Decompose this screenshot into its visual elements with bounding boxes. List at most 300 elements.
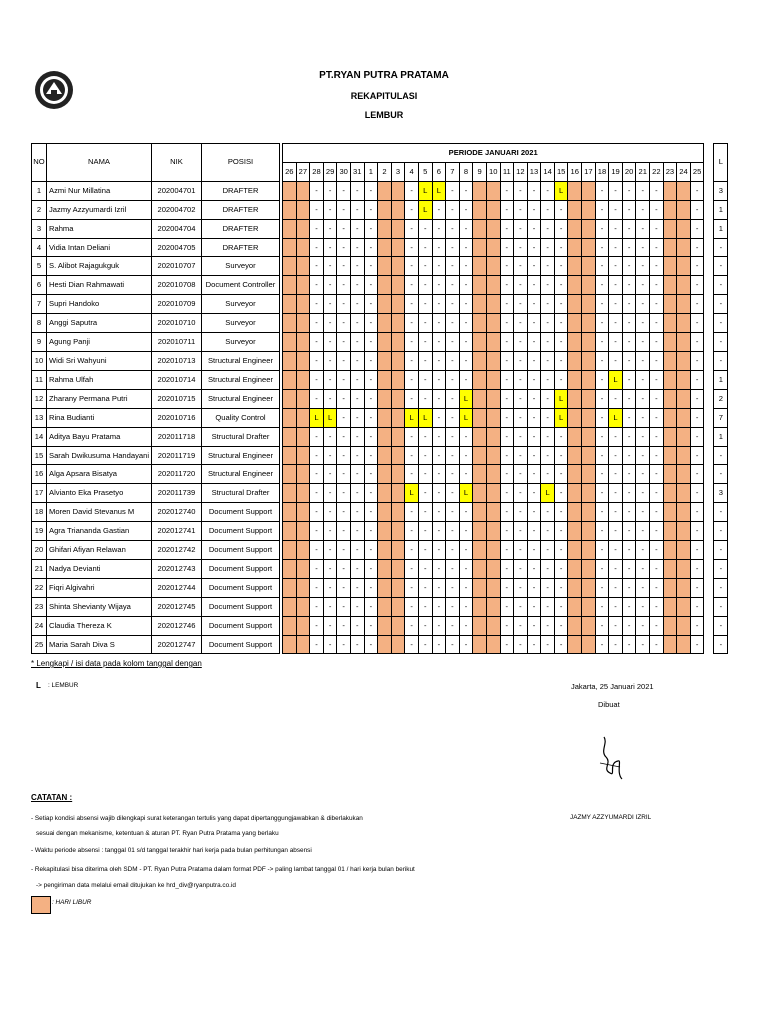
row-no: 16 <box>32 465 47 484</box>
day-cell: - <box>554 616 568 635</box>
day-cell: - <box>500 314 514 333</box>
day-header: 1 <box>364 162 378 181</box>
day-cell: - <box>595 295 609 314</box>
day-cell: - <box>650 276 664 295</box>
day-cell-holiday <box>283 314 297 333</box>
day-cell: - <box>690 559 704 578</box>
day-cell: - <box>527 635 541 654</box>
day-cell: - <box>323 238 337 257</box>
day-cell-holiday <box>283 484 297 503</box>
day-cell: - <box>622 351 636 370</box>
day-cell: - <box>650 427 664 446</box>
day-header: 14 <box>541 162 555 181</box>
day-cell-holiday <box>677 295 691 314</box>
day-cell: - <box>310 616 324 635</box>
day-cell: - <box>500 257 514 276</box>
day-cell-lembur: L <box>541 484 555 503</box>
day-cell: - <box>350 465 364 484</box>
day-cell-holiday <box>296 276 310 295</box>
day-cell-holiday <box>283 597 297 616</box>
day-cell-holiday <box>568 446 582 465</box>
row-nama: Sarah Dwikusuma Handayani <box>47 446 152 465</box>
column-gap <box>704 389 714 408</box>
day-cell: - <box>446 541 460 560</box>
column-gap <box>704 446 714 465</box>
row-posisi: Structural Drafter <box>202 484 280 503</box>
row-posisi: Structural Engineer <box>202 389 280 408</box>
day-cell-holiday <box>296 219 310 238</box>
day-cell-holiday <box>486 427 500 446</box>
day-cell: - <box>459 559 473 578</box>
day-cell: - <box>323 446 337 465</box>
day-cell: - <box>541 295 555 314</box>
day-cell: - <box>364 578 378 597</box>
day-cell: - <box>541 314 555 333</box>
day-cell: - <box>459 578 473 597</box>
day-cell: - <box>323 635 337 654</box>
day-cell: - <box>541 522 555 541</box>
row-total: - <box>714 295 728 314</box>
row-no: 23 <box>32 597 47 616</box>
day-cell: - <box>337 427 351 446</box>
document-subtitle: LEMBUR <box>364 110 404 120</box>
day-cell-holiday <box>663 616 677 635</box>
row-nik: 202012742 <box>152 541 202 560</box>
day-cell-holiday <box>283 635 297 654</box>
day-cell: - <box>418 465 432 484</box>
day-cell-holiday <box>473 276 487 295</box>
day-cell: - <box>364 541 378 560</box>
day-header: 5 <box>418 162 432 181</box>
day-cell-holiday <box>677 333 691 352</box>
day-cell: - <box>595 427 609 446</box>
table-row <box>32 370 728 389</box>
day-cell: - <box>636 578 650 597</box>
day-cell: - <box>636 541 650 560</box>
column-gap <box>704 484 714 503</box>
day-cell: - <box>622 314 636 333</box>
day-cell: - <box>418 219 432 238</box>
day-cell-holiday <box>568 408 582 427</box>
day-cell: - <box>432 635 446 654</box>
day-header: 22 <box>650 162 664 181</box>
day-cell-holiday <box>296 333 310 352</box>
day-cell-holiday <box>568 351 582 370</box>
day-cell-holiday <box>283 578 297 597</box>
day-cell: - <box>310 541 324 560</box>
day-cell-holiday <box>283 541 297 560</box>
column-gap <box>704 597 714 616</box>
day-cell-holiday <box>473 541 487 560</box>
day-cell: - <box>541 597 555 616</box>
day-cell-holiday <box>296 370 310 389</box>
day-cell: - <box>310 389 324 408</box>
row-nik: 202010709 <box>152 295 202 314</box>
day-cell: - <box>364 635 378 654</box>
day-cell: - <box>514 219 528 238</box>
day-cell: - <box>527 238 541 257</box>
day-cell: - <box>323 257 337 276</box>
day-cell: - <box>323 541 337 560</box>
day-cell: - <box>459 200 473 219</box>
day-cell: - <box>323 427 337 446</box>
day-cell: - <box>595 559 609 578</box>
day-cell: - <box>554 578 568 597</box>
day-cell-holiday <box>677 616 691 635</box>
day-cell-holiday <box>473 295 487 314</box>
day-cell-holiday <box>473 314 487 333</box>
day-cell: - <box>527 389 541 408</box>
day-cell: - <box>541 616 555 635</box>
day-cell: - <box>446 578 460 597</box>
day-cell-holiday <box>677 465 691 484</box>
day-cell: - <box>405 541 419 560</box>
day-cell-holiday <box>663 597 677 616</box>
row-nama: Moren David Stevanus M <box>47 503 152 522</box>
day-cell: - <box>350 181 364 200</box>
day-cell-holiday <box>663 465 677 484</box>
day-cell-holiday <box>677 351 691 370</box>
row-posisi: Structural Engineer <box>202 465 280 484</box>
row-no: 11 <box>32 370 47 389</box>
day-cell: - <box>418 541 432 560</box>
day-cell: - <box>609 295 623 314</box>
row-posisi: Document Support <box>202 635 280 654</box>
column-gap <box>704 181 714 200</box>
day-cell: - <box>446 616 460 635</box>
day-cell: - <box>500 370 514 389</box>
day-cell: - <box>446 389 460 408</box>
day-cell: - <box>690 616 704 635</box>
day-header: 29 <box>323 162 337 181</box>
day-cell: - <box>418 276 432 295</box>
day-cell: - <box>446 446 460 465</box>
row-posisi: Document Controller <box>202 276 280 295</box>
row-nik: 202012745 <box>152 597 202 616</box>
day-cell-holiday <box>486 446 500 465</box>
day-cell: - <box>364 484 378 503</box>
day-cell-holiday <box>378 465 392 484</box>
day-cell: - <box>323 370 337 389</box>
day-cell: - <box>554 465 568 484</box>
day-cell: - <box>636 238 650 257</box>
day-header: 19 <box>609 162 623 181</box>
day-cell: - <box>636 484 650 503</box>
day-cell: - <box>541 351 555 370</box>
day-cell: - <box>323 181 337 200</box>
table-row <box>32 465 728 484</box>
day-cell: - <box>364 522 378 541</box>
day-header: 13 <box>527 162 541 181</box>
row-nik: 202004701 <box>152 181 202 200</box>
table-row <box>32 333 728 352</box>
day-cell-holiday <box>582 276 596 295</box>
day-cell: - <box>609 522 623 541</box>
day-cell: - <box>622 503 636 522</box>
column-gap <box>704 465 714 484</box>
day-cell: - <box>405 389 419 408</box>
day-cell: - <box>337 541 351 560</box>
day-cell: - <box>459 597 473 616</box>
day-cell: - <box>514 541 528 560</box>
day-cell: - <box>636 635 650 654</box>
column-gap <box>704 559 714 578</box>
day-cell: - <box>527 295 541 314</box>
day-cell-holiday <box>486 484 500 503</box>
row-no: 14 <box>32 427 47 446</box>
day-cell: - <box>650 389 664 408</box>
day-cell-holiday <box>296 578 310 597</box>
day-cell: - <box>636 333 650 352</box>
table-row <box>32 503 728 522</box>
day-cell: - <box>432 465 446 484</box>
day-cell: - <box>527 616 541 635</box>
table-row <box>32 389 728 408</box>
day-cell-holiday <box>568 635 582 654</box>
day-cell-holiday <box>677 484 691 503</box>
day-cell: - <box>405 295 419 314</box>
row-nama: Aditya Bayu Pratama <box>47 427 152 446</box>
day-cell-holiday <box>473 616 487 635</box>
day-cell-holiday <box>677 522 691 541</box>
day-cell: - <box>636 522 650 541</box>
table-row <box>32 295 728 314</box>
day-cell: - <box>323 219 337 238</box>
day-cell-holiday <box>283 465 297 484</box>
row-nik: 202012743 <box>152 559 202 578</box>
day-cell: - <box>405 351 419 370</box>
day-cell: - <box>554 314 568 333</box>
day-cell: - <box>650 635 664 654</box>
day-cell: - <box>418 522 432 541</box>
day-cell-holiday <box>473 408 487 427</box>
day-cell-holiday <box>486 257 500 276</box>
day-header: 4 <box>405 162 419 181</box>
day-cell-holiday <box>378 408 392 427</box>
day-cell: - <box>690 314 704 333</box>
day-cell-holiday <box>296 295 310 314</box>
day-cell-holiday <box>568 219 582 238</box>
day-cell: - <box>364 219 378 238</box>
day-cell: - <box>323 522 337 541</box>
day-cell-holiday <box>283 503 297 522</box>
row-nik: 202010716 <box>152 408 202 427</box>
row-posisi: Document Support <box>202 503 280 522</box>
day-cell: - <box>622 389 636 408</box>
day-cell-holiday <box>378 351 392 370</box>
day-cell: - <box>650 503 664 522</box>
row-nama: Hesti Dian Rahmawati <box>47 276 152 295</box>
day-cell: - <box>595 370 609 389</box>
day-cell: - <box>364 389 378 408</box>
day-cell: - <box>690 465 704 484</box>
day-cell: - <box>432 257 446 276</box>
signature <box>596 733 626 785</box>
day-cell: - <box>541 370 555 389</box>
row-total: 3 <box>714 181 728 200</box>
day-cell: - <box>650 200 664 219</box>
day-cell: - <box>527 522 541 541</box>
row-posisi: Document Support <box>202 522 280 541</box>
day-cell: - <box>650 578 664 597</box>
day-cell: - <box>459 635 473 654</box>
day-cell-holiday <box>663 200 677 219</box>
day-cell: - <box>595 333 609 352</box>
day-cell-holiday <box>391 333 405 352</box>
day-cell-holiday <box>486 578 500 597</box>
column-gap <box>704 238 714 257</box>
day-cell: - <box>609 238 623 257</box>
day-cell: - <box>636 314 650 333</box>
day-cell: - <box>337 446 351 465</box>
day-cell: - <box>337 522 351 541</box>
day-cell: - <box>650 181 664 200</box>
row-posisi: Structural Engineer <box>202 370 280 389</box>
day-cell: - <box>636 559 650 578</box>
day-cell-lembur: L <box>554 389 568 408</box>
day-cell-holiday <box>283 446 297 465</box>
day-cell: - <box>418 427 432 446</box>
day-cell: - <box>622 446 636 465</box>
day-cell-holiday <box>473 370 487 389</box>
day-cell-holiday <box>568 314 582 333</box>
day-cell: - <box>622 597 636 616</box>
day-cell: - <box>595 389 609 408</box>
day-cell: - <box>636 616 650 635</box>
day-cell: - <box>446 465 460 484</box>
day-cell: - <box>500 635 514 654</box>
day-cell: - <box>514 257 528 276</box>
day-cell: - <box>690 408 704 427</box>
day-cell: - <box>500 503 514 522</box>
day-cell: - <box>541 465 555 484</box>
day-cell: - <box>500 522 514 541</box>
day-cell: - <box>554 597 568 616</box>
day-cell: - <box>541 503 555 522</box>
day-cell-holiday <box>568 276 582 295</box>
day-cell: - <box>527 200 541 219</box>
day-cell-lembur: L <box>432 181 446 200</box>
day-header: 21 <box>636 162 650 181</box>
day-cell: - <box>636 181 650 200</box>
day-cell-holiday <box>296 200 310 219</box>
day-cell: - <box>337 635 351 654</box>
day-cell: - <box>310 446 324 465</box>
day-cell: - <box>350 200 364 219</box>
day-cell: - <box>595 465 609 484</box>
table-row <box>32 616 728 635</box>
day-cell: - <box>432 314 446 333</box>
day-cell: - <box>310 465 324 484</box>
day-cell: - <box>337 351 351 370</box>
day-cell: - <box>405 503 419 522</box>
table-row <box>32 522 728 541</box>
day-cell: - <box>609 484 623 503</box>
row-no: 3 <box>32 219 47 238</box>
day-cell: - <box>337 181 351 200</box>
day-cell: - <box>650 219 664 238</box>
day-cell: - <box>500 238 514 257</box>
day-cell-holiday <box>296 484 310 503</box>
day-cell: - <box>350 484 364 503</box>
day-cell: - <box>350 578 364 597</box>
day-cell: - <box>650 616 664 635</box>
day-cell-holiday <box>296 465 310 484</box>
column-gap <box>704 219 714 238</box>
day-cell: - <box>514 503 528 522</box>
day-cell-holiday <box>663 333 677 352</box>
day-cell: - <box>446 333 460 352</box>
day-cell: - <box>405 276 419 295</box>
day-cell: - <box>350 370 364 389</box>
day-cell: - <box>418 446 432 465</box>
day-cell-holiday <box>568 257 582 276</box>
row-nik: 202010713 <box>152 351 202 370</box>
day-cell: - <box>541 408 555 427</box>
row-total: - <box>714 333 728 352</box>
column-gap <box>704 276 714 295</box>
day-cell: - <box>337 370 351 389</box>
day-cell: - <box>323 597 337 616</box>
day-cell: - <box>636 408 650 427</box>
day-cell: - <box>527 484 541 503</box>
column-gap <box>704 503 714 522</box>
day-cell-lembur: L <box>459 484 473 503</box>
day-cell-holiday <box>568 578 582 597</box>
day-cell: - <box>418 484 432 503</box>
row-no: 17 <box>32 484 47 503</box>
day-cell-holiday <box>486 370 500 389</box>
day-cell: - <box>364 200 378 219</box>
day-cell: - <box>500 389 514 408</box>
day-cell: - <box>459 465 473 484</box>
row-nik: 202012747 <box>152 635 202 654</box>
day-cell: - <box>622 408 636 427</box>
day-cell: - <box>690 238 704 257</box>
day-cell: - <box>500 559 514 578</box>
day-cell: - <box>609 314 623 333</box>
day-cell: - <box>418 351 432 370</box>
day-cell: - <box>500 219 514 238</box>
row-posisi: Surveyor <box>202 295 280 314</box>
day-cell: - <box>405 559 419 578</box>
day-cell-holiday <box>283 427 297 446</box>
day-cell-holiday <box>582 597 596 616</box>
day-cell: - <box>337 238 351 257</box>
day-cell: - <box>690 446 704 465</box>
day-cell: - <box>595 541 609 560</box>
day-cell-holiday <box>473 503 487 522</box>
day-cell: - <box>500 333 514 352</box>
day-cell-holiday <box>486 503 500 522</box>
row-nik: 202011739 <box>152 484 202 503</box>
row-total: - <box>714 559 728 578</box>
day-cell: - <box>350 295 364 314</box>
day-cell: - <box>310 351 324 370</box>
day-cell: - <box>364 465 378 484</box>
row-total: 3 <box>714 484 728 503</box>
day-cell: - <box>405 522 419 541</box>
day-cell: - <box>405 616 419 635</box>
day-cell-holiday <box>473 578 487 597</box>
row-total: - <box>714 257 728 276</box>
day-cell-holiday <box>568 616 582 635</box>
day-header: 30 <box>337 162 351 181</box>
day-cell: - <box>310 257 324 276</box>
day-cell: - <box>636 503 650 522</box>
day-cell: - <box>459 351 473 370</box>
day-cell-holiday <box>391 503 405 522</box>
